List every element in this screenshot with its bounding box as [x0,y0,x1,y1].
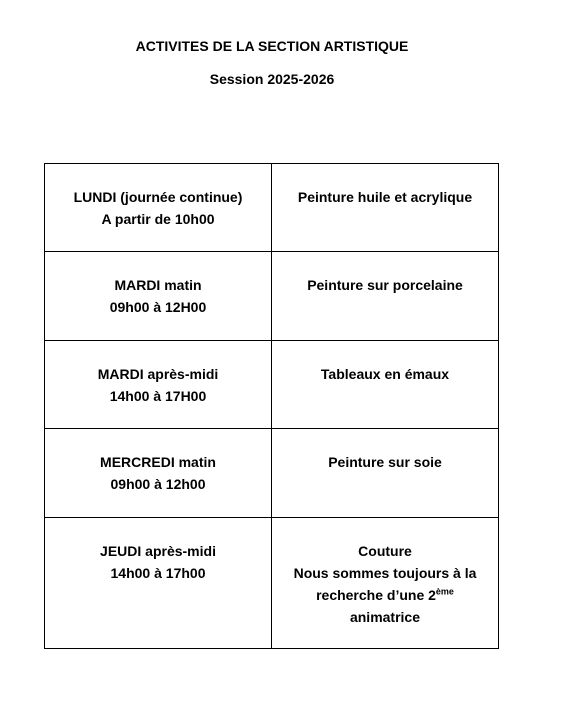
activity-note-line [276,584,494,606]
activity-cell [272,518,499,649]
day-label: MERCREDI matin [100,454,216,470]
activity-cell [272,252,499,341]
activity-label: Peinture huile et acrylique [297,189,473,205]
activity-label: Peinture sur soie [328,454,442,470]
session-subtitle: Session 2025-2026 [209,71,335,87]
time-label: 09h00 à 12H00 [109,299,207,315]
time-label: 09h00 à 12h00 [110,476,206,492]
activity-label: Peinture sur porcelaine [307,277,463,293]
table-row [45,164,499,252]
activity-note-text: recherche d’une 2 [316,587,436,603]
day-cell [45,341,272,429]
ordinal-superscript: ème [435,586,454,597]
day-label: MARDI matin [114,277,202,293]
day-label: MARDI après-midi [97,366,219,382]
time-label: 14h00 à 17h00 [110,565,206,581]
activity-cell [272,164,499,252]
table-row [45,518,499,649]
day-cell [45,518,272,649]
day-cell [45,164,272,252]
day-cell [45,252,272,341]
day-cell [45,429,272,518]
activity-cell [272,341,499,429]
table-row [45,429,499,518]
page-title: ACTIVITES DE LA SECTION ARTISTIQUE [135,38,409,54]
time-label: 14h00 à 17H00 [109,388,207,404]
activity-label: Tableaux en émaux [320,366,450,382]
activity-label: Couture [358,543,412,559]
table-row [45,252,499,341]
activity-cell [272,429,499,518]
time-label: A partir de 10h00 [101,211,215,227]
activity-note-line: animatrice [349,609,421,625]
activity-note-line: Nous sommes toujours à la [293,565,477,581]
schedule-table [44,163,499,649]
day-label: LUNDI (journée continue) [73,189,243,205]
table-row [45,341,499,429]
day-label: JEUDI après-midi [100,543,216,559]
